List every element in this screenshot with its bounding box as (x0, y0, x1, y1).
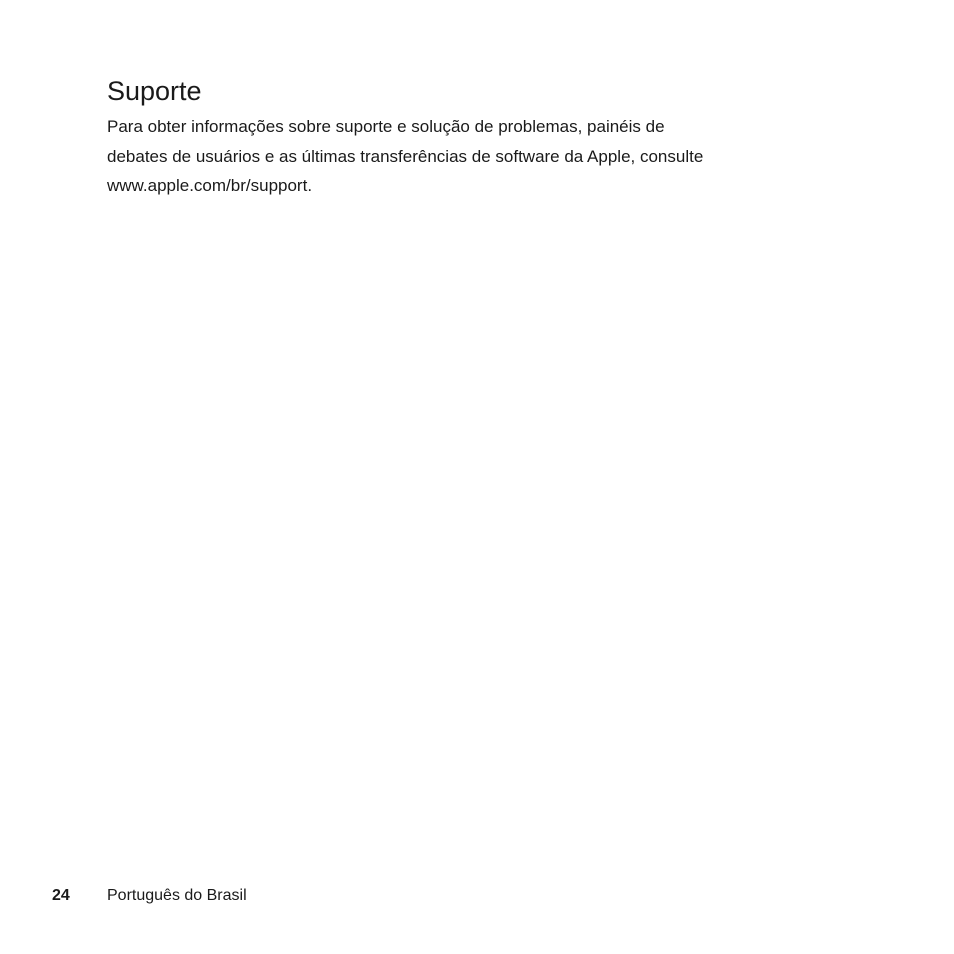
body-line-1: Para obter informações sobre suporte e solução de problemas, painéis de (107, 117, 665, 136)
footer-language-label: Português do Brasil (107, 887, 247, 904)
page-number: 24 (52, 887, 70, 904)
page-footer (0, 884, 954, 908)
body-line-3: www.apple.com/br/support. (107, 176, 313, 195)
section-title: Suporte (107, 76, 202, 106)
section-body (107, 112, 827, 201)
body-line-2: debates de usuários e as últimas transferências de software da Apple, consulte (107, 146, 704, 166)
